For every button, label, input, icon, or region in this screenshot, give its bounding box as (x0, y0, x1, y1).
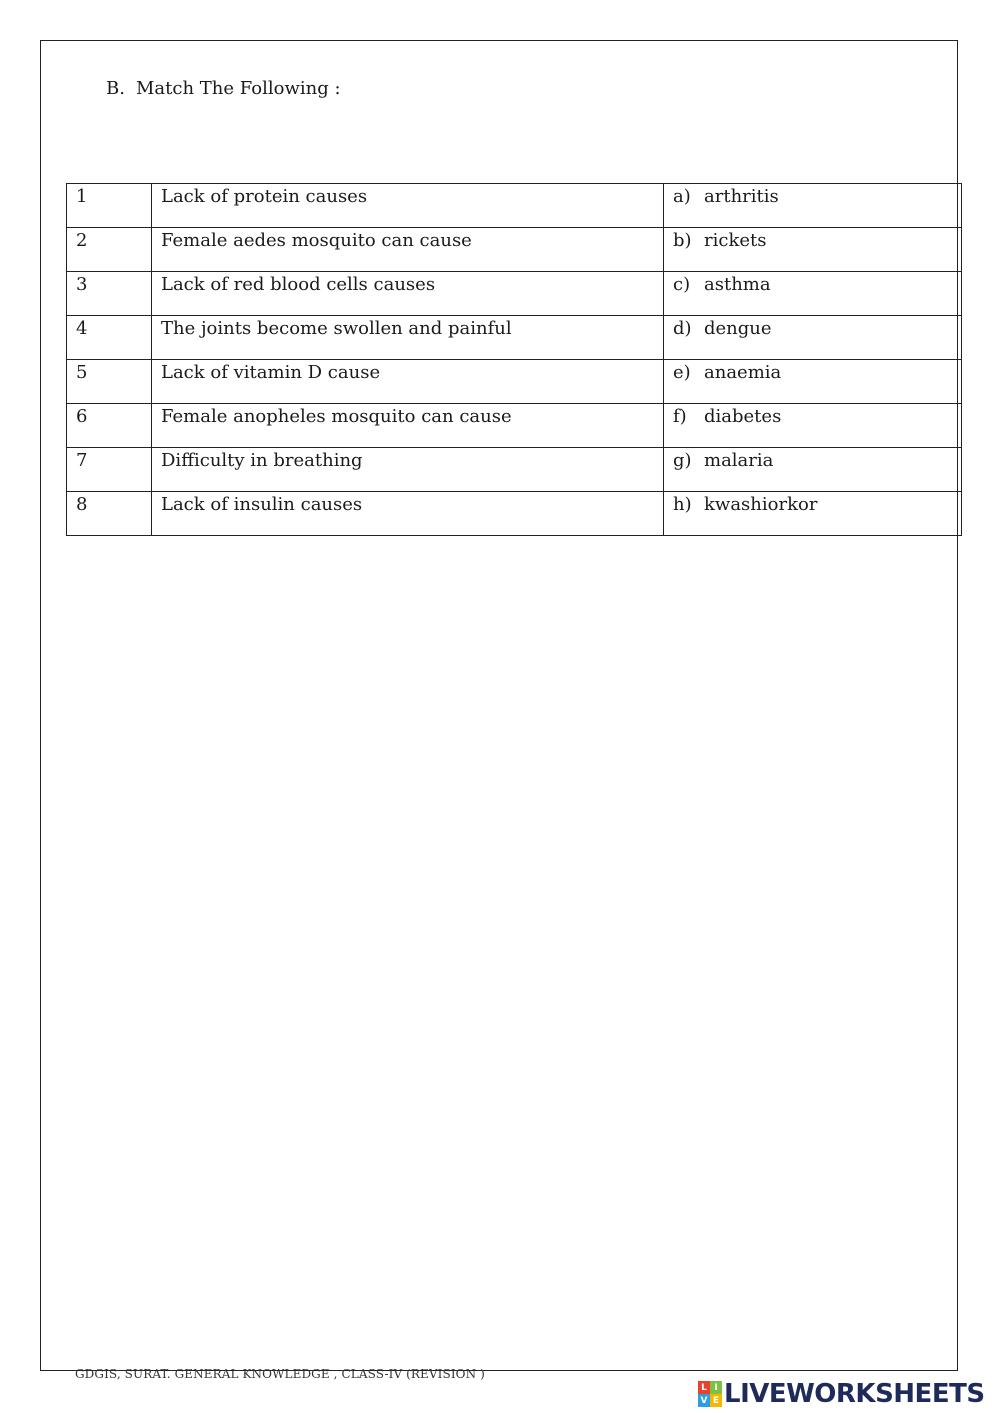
answer-option (664, 360, 962, 404)
logo-tile: E (710, 1394, 722, 1407)
answer-option (664, 492, 962, 536)
option-letter: a) (673, 186, 691, 207)
question-text: The joints become swollen and painful (152, 316, 664, 360)
row-number: 4 (67, 316, 152, 360)
answer-option (664, 316, 962, 360)
row-number: 1 (67, 184, 152, 228)
question-text: Female anopheles mosquito can cause (152, 404, 664, 448)
table-row (67, 404, 962, 448)
option-text: arthritis (704, 186, 779, 207)
question-text: Female aedes mosquito can cause (152, 228, 664, 272)
table-row (67, 272, 962, 316)
row-number: 6 (67, 404, 152, 448)
option-text: anaemia (704, 362, 782, 383)
table-row (67, 184, 962, 228)
row-number: 3 (67, 272, 152, 316)
section-letter: B. (106, 78, 125, 99)
option-letter: f) (673, 406, 687, 427)
logo-tile: I (710, 1381, 722, 1394)
option-text: asthma (704, 274, 771, 295)
option-letter: c) (673, 274, 691, 295)
section-title: Match The Following : (136, 78, 341, 99)
answer-option (664, 448, 962, 492)
option-text: kwashiorkor (704, 494, 818, 515)
option-letter: b) (673, 230, 692, 251)
option-letter: e) (673, 362, 691, 383)
question-text: Lack of vitamin D cause (152, 360, 664, 404)
row-number: 5 (67, 360, 152, 404)
answer-option (664, 184, 962, 228)
question-text: Lack of red blood cells causes (152, 272, 664, 316)
match-table (66, 183, 962, 536)
answer-option (664, 272, 962, 316)
option-text: malaria (704, 450, 774, 471)
option-text: rickets (704, 230, 767, 251)
table-row (67, 448, 962, 492)
logo-tile: L (698, 1381, 710, 1394)
table-row (67, 492, 962, 536)
liveworksheets-logo (698, 1379, 985, 1409)
logo-text: LIVEWORKSHEETS (724, 1379, 985, 1409)
answer-option (664, 404, 962, 448)
option-letter: h) (673, 494, 692, 515)
answer-option (664, 228, 962, 272)
option-text: diabetes (704, 406, 782, 427)
option-text: dengue (704, 318, 772, 339)
row-number: 8 (67, 492, 152, 536)
option-letter: d) (673, 318, 692, 339)
option-letter: g) (673, 450, 692, 471)
table-row (67, 316, 962, 360)
table-row (67, 360, 962, 404)
row-number: 2 (67, 228, 152, 272)
footer-text: GDGIS, SURAT. GENERAL KNOWLEDGE , CLASS-IV (REVISION ) (75, 1367, 485, 1381)
row-number: 7 (67, 448, 152, 492)
question-text: Lack of protein causes (152, 184, 664, 228)
section-heading (106, 78, 341, 99)
logo-icon (698, 1381, 722, 1407)
logo-tile: V (698, 1394, 710, 1407)
question-text: Difficulty in breathing (152, 448, 664, 492)
table-row (67, 228, 962, 272)
question-text: Lack of insulin causes (152, 492, 664, 536)
